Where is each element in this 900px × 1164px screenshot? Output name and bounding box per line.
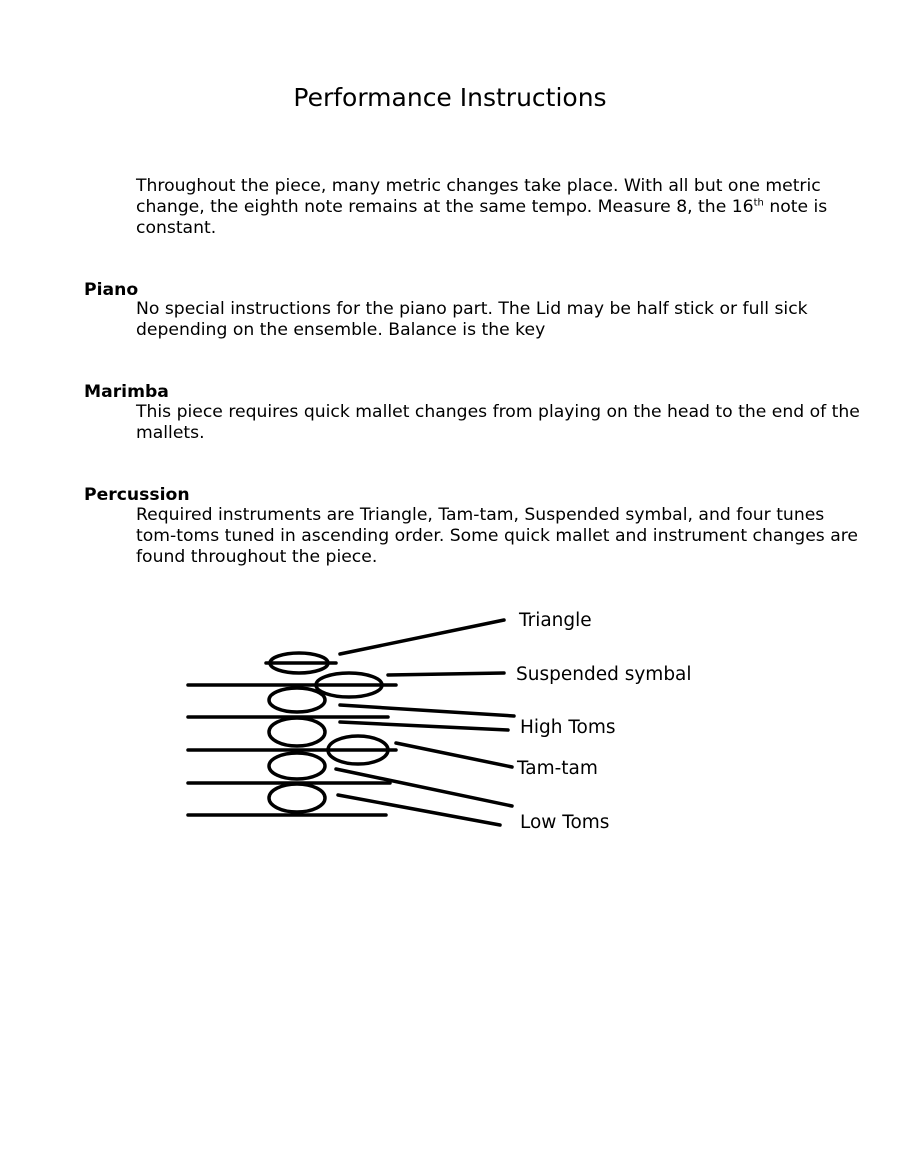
suspended-symbal-label: Suspended symbal: [516, 664, 692, 685]
piano-heading: Piano: [84, 280, 139, 300]
high-toms-pointer: [340, 722, 508, 730]
low-tom-note: [269, 784, 325, 812]
piano-paragraph: No special instructions for the piano part. The Lid may be half stick or full sick depending on the ensemble. Balance is the key: [136, 299, 808, 340]
page-title: Performance Instructions: [293, 83, 607, 112]
high-tom-note: [269, 688, 325, 712]
triangle-pointer: [340, 620, 504, 654]
intro-text-end: note is constant.: [136, 197, 828, 238]
high-toms-pointer: [340, 705, 514, 716]
marimba-paragraph: This piece requires quick mallet changes from playing on the head to the end of the mallets.: [136, 402, 860, 443]
tam-tam-pointer: [396, 743, 512, 767]
intro-text: Throughout the piece, many metric changes take place. With all but one metric change, the eighth note remains at the same tempo. Measure 8, the 16: [136, 176, 821, 217]
high-tom-note: [269, 718, 325, 746]
percussion-heading: Percussion: [84, 485, 190, 505]
high-toms-label: High Toms: [520, 717, 616, 738]
low-tom-note: [269, 753, 325, 779]
percussion-paragraph: Required instruments are Triangle, Tam-tam, Suspended symbal, and four tunes tom-toms tuned in ascending order. Some quick mallet and instrument changes are found throughout the piece.: [136, 505, 859, 567]
low-toms-label: Low Toms: [520, 812, 610, 833]
triangle-label: Triangle: [519, 610, 592, 631]
marimba-heading: Marimba: [84, 382, 169, 402]
tam-tam-label: Tam-tam: [517, 758, 598, 779]
intro-superscript: th: [753, 197, 764, 209]
suspended-symbal-pointer: [388, 673, 504, 675]
